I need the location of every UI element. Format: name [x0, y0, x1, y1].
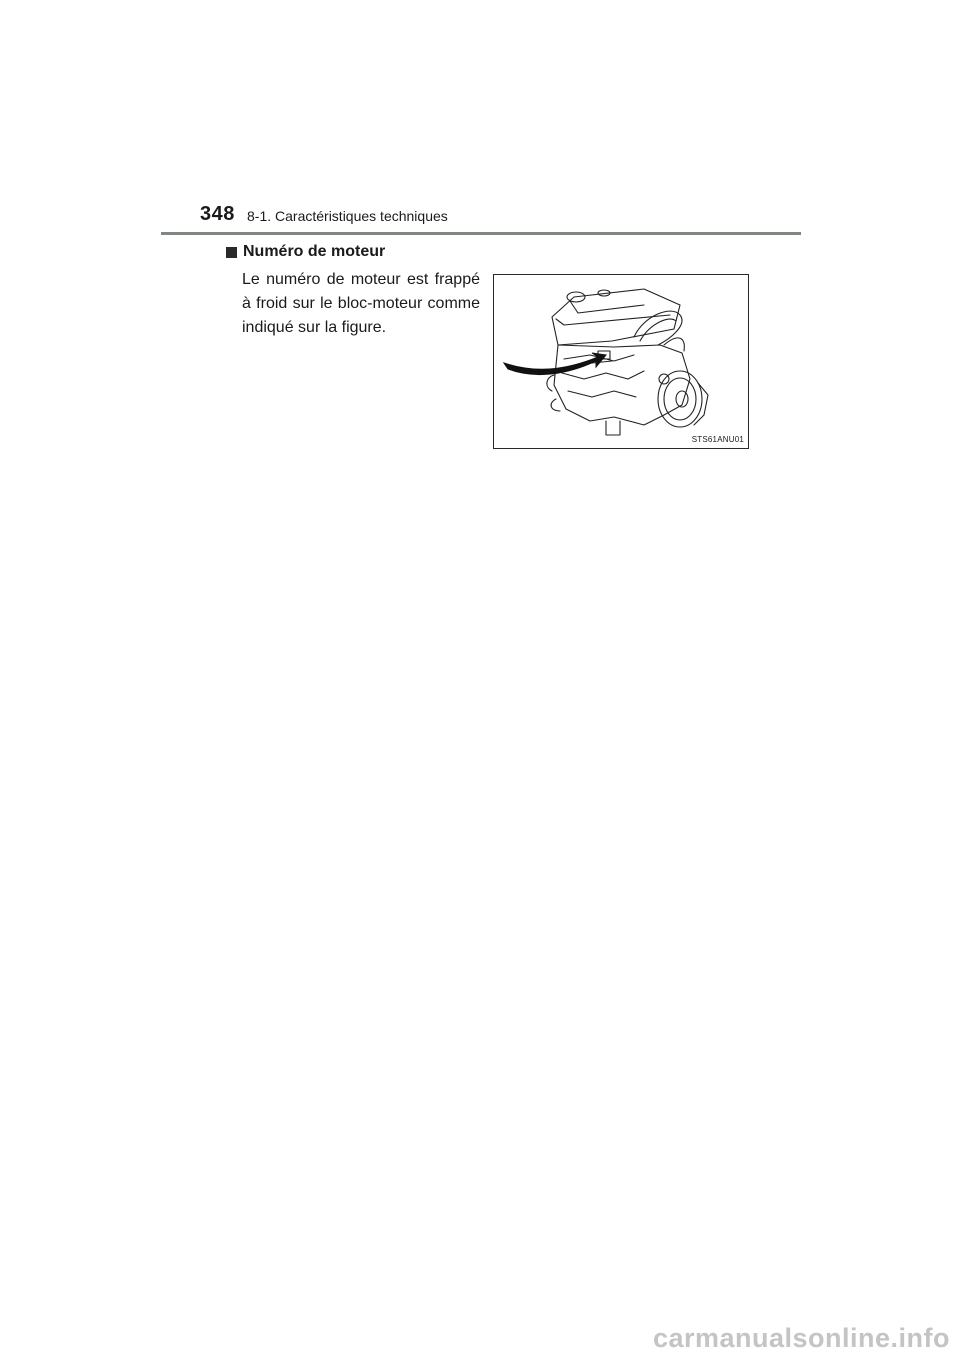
page-number: 348	[200, 203, 235, 225]
section-body-text: Le numéro de moteur est frappé à froid sur le bloc-moteur comme indiqué sur la figure.	[242, 271, 480, 336]
figure-code: STS61ANU01	[691, 435, 744, 444]
section-heading	[226, 243, 385, 261]
section-heading-text: Numéro de moteur	[243, 243, 386, 260]
engine-block-icon	[494, 275, 748, 448]
header-rule	[161, 232, 801, 235]
engine-figure	[493, 274, 749, 449]
watermark: carmanualsonline.info	[652, 1323, 950, 1353]
square-bullet-icon	[226, 247, 237, 258]
chapter-title: 8-1. Caractéristiques techniques	[247, 208, 448, 224]
